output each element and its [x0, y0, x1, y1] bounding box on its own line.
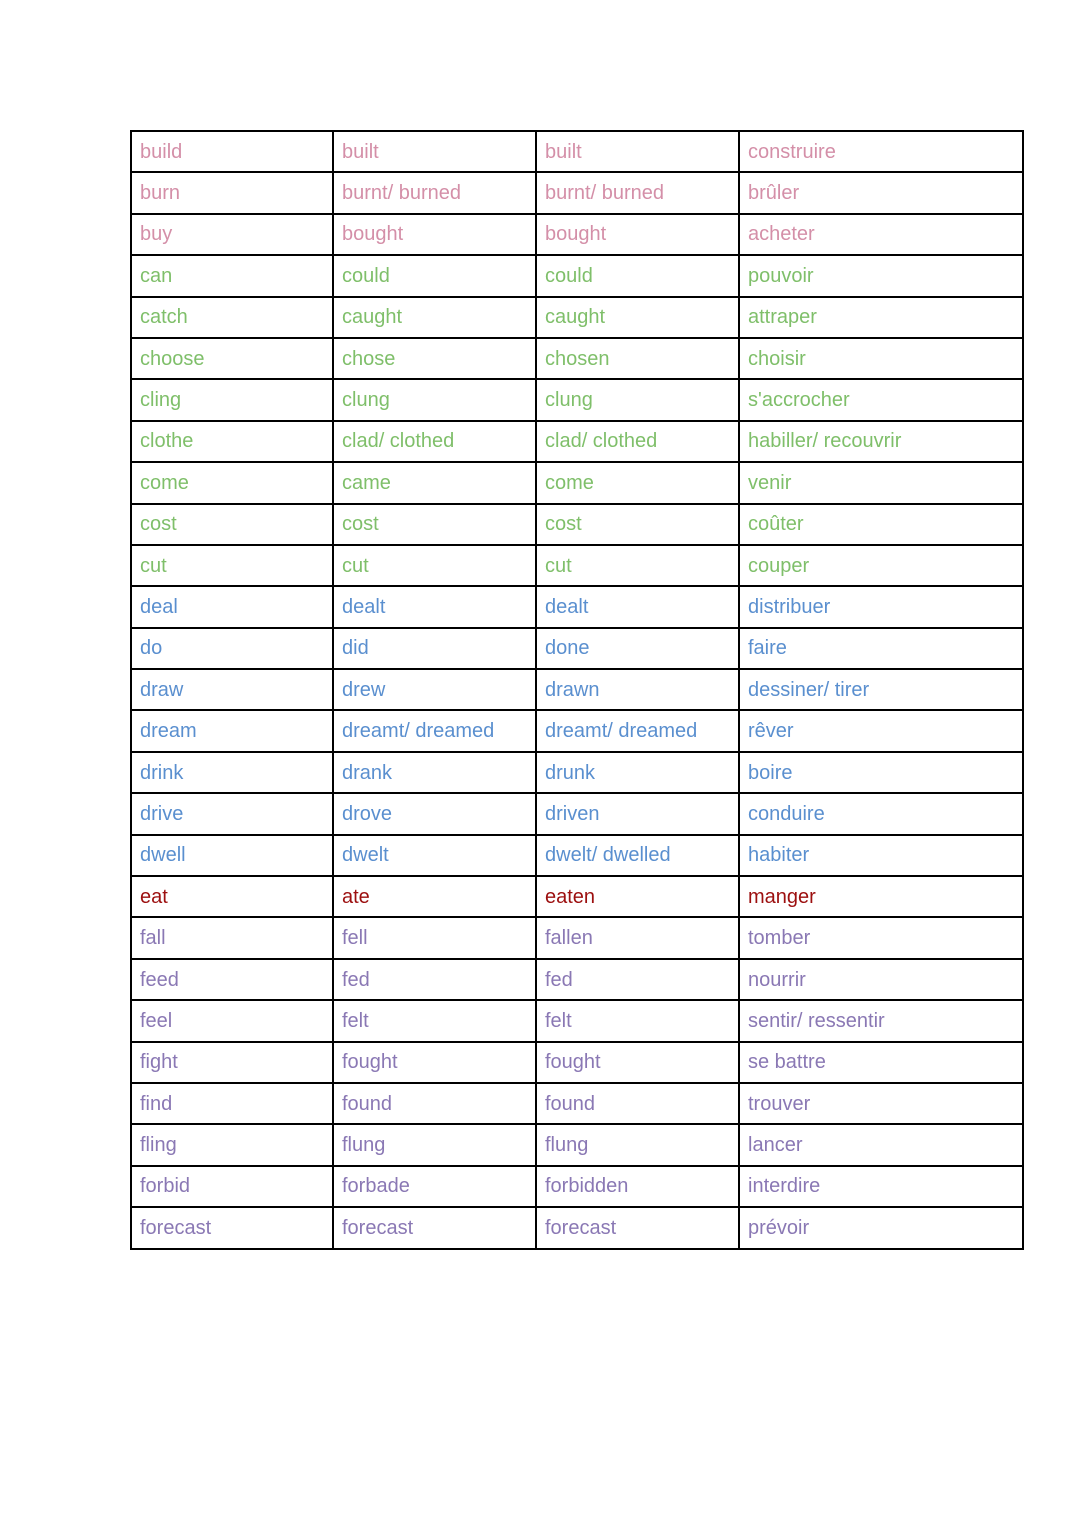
verb-table-body: [131, 131, 1023, 1249]
past-participle-cell: bought: [536, 214, 739, 255]
infinitive-cell: can: [131, 255, 333, 296]
translation-cell: dessiner/ tirer: [739, 669, 1023, 710]
table-row: [131, 214, 1023, 255]
translation-cell: conduire: [739, 793, 1023, 834]
infinitive-cell: fight: [131, 1042, 333, 1083]
irregular-verbs-table: [130, 130, 1024, 1250]
translation-cell: tomber: [739, 917, 1023, 958]
past-simple-cell: dealt: [333, 586, 536, 627]
translation-cell: lancer: [739, 1124, 1023, 1165]
translation-cell: choisir: [739, 338, 1023, 379]
past-participle-cell: drawn: [536, 669, 739, 710]
table-row: [131, 172, 1023, 213]
translation-cell: se battre: [739, 1042, 1023, 1083]
infinitive-cell: eat: [131, 876, 333, 917]
past-participle-cell: could: [536, 255, 739, 296]
translation-cell: coûter: [739, 504, 1023, 545]
infinitive-cell: draw: [131, 669, 333, 710]
past-simple-cell: caught: [333, 297, 536, 338]
table-row: [131, 917, 1023, 958]
translation-cell: distribuer: [739, 586, 1023, 627]
table-row: [131, 545, 1023, 586]
past-participle-cell: cut: [536, 545, 739, 586]
infinitive-cell: burn: [131, 172, 333, 213]
infinitive-cell: build: [131, 131, 333, 172]
past-simple-cell: forecast: [333, 1207, 536, 1248]
past-simple-cell: clung: [333, 379, 536, 420]
past-participle-cell: flung: [536, 1124, 739, 1165]
past-simple-cell: came: [333, 462, 536, 503]
past-participle-cell: forecast: [536, 1207, 739, 1248]
table-row: [131, 338, 1023, 379]
past-simple-cell: fell: [333, 917, 536, 958]
past-simple-cell: drew: [333, 669, 536, 710]
table-row: [131, 793, 1023, 834]
infinitive-cell: choose: [131, 338, 333, 379]
table-row: [131, 628, 1023, 669]
past-participle-cell: fought: [536, 1042, 739, 1083]
infinitive-cell: forecast: [131, 1207, 333, 1248]
infinitive-cell: buy: [131, 214, 333, 255]
past-participle-cell: driven: [536, 793, 739, 834]
translation-cell: interdire: [739, 1166, 1023, 1207]
infinitive-cell: dream: [131, 710, 333, 751]
past-simple-cell: dreamt/ dreamed: [333, 710, 536, 751]
past-simple-cell: cost: [333, 504, 536, 545]
past-simple-cell: could: [333, 255, 536, 296]
past-participle-cell: burnt/ burned: [536, 172, 739, 213]
table-row: [131, 297, 1023, 338]
past-simple-cell: forbade: [333, 1166, 536, 1207]
past-simple-cell: chose: [333, 338, 536, 379]
past-participle-cell: chosen: [536, 338, 739, 379]
infinitive-cell: feel: [131, 1000, 333, 1041]
past-participle-cell: clad/ clothed: [536, 421, 739, 462]
table-row: [131, 669, 1023, 710]
infinitive-cell: forbid: [131, 1166, 333, 1207]
table-row: [131, 752, 1023, 793]
past-participle-cell: cost: [536, 504, 739, 545]
past-participle-cell: felt: [536, 1000, 739, 1041]
past-simple-cell: felt: [333, 1000, 536, 1041]
past-simple-cell: fed: [333, 959, 536, 1000]
infinitive-cell: cling: [131, 379, 333, 420]
table-row: [131, 959, 1023, 1000]
table-row: [131, 1083, 1023, 1124]
table-row: [131, 1042, 1023, 1083]
past-participle-cell: caught: [536, 297, 739, 338]
infinitive-cell: catch: [131, 297, 333, 338]
past-simple-cell: fought: [333, 1042, 536, 1083]
infinitive-cell: cost: [131, 504, 333, 545]
infinitive-cell: drive: [131, 793, 333, 834]
infinitive-cell: come: [131, 462, 333, 503]
translation-cell: trouver: [739, 1083, 1023, 1124]
translation-cell: venir: [739, 462, 1023, 503]
translation-cell: prévoir: [739, 1207, 1023, 1248]
translation-cell: habiller/ recouvrir: [739, 421, 1023, 462]
table-row: [131, 379, 1023, 420]
translation-cell: rêver: [739, 710, 1023, 751]
translation-cell: nourrir: [739, 959, 1023, 1000]
past-participle-cell: clung: [536, 379, 739, 420]
infinitive-cell: deal: [131, 586, 333, 627]
translation-cell: habiter: [739, 835, 1023, 876]
table-row: [131, 421, 1023, 462]
translation-cell: sentir/ ressentir: [739, 1000, 1023, 1041]
infinitive-cell: drink: [131, 752, 333, 793]
table-row: [131, 586, 1023, 627]
infinitive-cell: feed: [131, 959, 333, 1000]
translation-cell: s'accrocher: [739, 379, 1023, 420]
table-row: [131, 1000, 1023, 1041]
past-simple-cell: cut: [333, 545, 536, 586]
translation-cell: pouvoir: [739, 255, 1023, 296]
past-participle-cell: built: [536, 131, 739, 172]
translation-cell: boire: [739, 752, 1023, 793]
infinitive-cell: do: [131, 628, 333, 669]
table-row: [131, 131, 1023, 172]
past-participle-cell: dealt: [536, 586, 739, 627]
past-participle-cell: eaten: [536, 876, 739, 917]
table-row: [131, 1166, 1023, 1207]
table-row: [131, 504, 1023, 545]
translation-cell: construire: [739, 131, 1023, 172]
past-simple-cell: built: [333, 131, 536, 172]
past-participle-cell: forbidden: [536, 1166, 739, 1207]
past-simple-cell: flung: [333, 1124, 536, 1165]
infinitive-cell: find: [131, 1083, 333, 1124]
past-simple-cell: clad/ clothed: [333, 421, 536, 462]
translation-cell: brûler: [739, 172, 1023, 213]
infinitive-cell: fling: [131, 1124, 333, 1165]
past-simple-cell: drank: [333, 752, 536, 793]
translation-cell: faire: [739, 628, 1023, 669]
past-participle-cell: dwelt/ dwelled: [536, 835, 739, 876]
past-participle-cell: fallen: [536, 917, 739, 958]
table-row: [131, 710, 1023, 751]
past-participle-cell: found: [536, 1083, 739, 1124]
table-row: [131, 462, 1023, 503]
translation-cell: couper: [739, 545, 1023, 586]
translation-cell: manger: [739, 876, 1023, 917]
past-simple-cell: ate: [333, 876, 536, 917]
past-simple-cell: burnt/ burned: [333, 172, 536, 213]
infinitive-cell: cut: [131, 545, 333, 586]
table-row: [131, 255, 1023, 296]
table-row: [131, 1124, 1023, 1165]
infinitive-cell: fall: [131, 917, 333, 958]
past-simple-cell: bought: [333, 214, 536, 255]
past-simple-cell: did: [333, 628, 536, 669]
table-row: [131, 1207, 1023, 1248]
infinitive-cell: dwell: [131, 835, 333, 876]
past-participle-cell: drunk: [536, 752, 739, 793]
past-simple-cell: dwelt: [333, 835, 536, 876]
translation-cell: attraper: [739, 297, 1023, 338]
table-row: [131, 876, 1023, 917]
translation-cell: acheter: [739, 214, 1023, 255]
past-participle-cell: dreamt/ dreamed: [536, 710, 739, 751]
past-participle-cell: fed: [536, 959, 739, 1000]
table-row: [131, 835, 1023, 876]
past-participle-cell: done: [536, 628, 739, 669]
past-participle-cell: come: [536, 462, 739, 503]
past-simple-cell: found: [333, 1083, 536, 1124]
infinitive-cell: clothe: [131, 421, 333, 462]
past-simple-cell: drove: [333, 793, 536, 834]
